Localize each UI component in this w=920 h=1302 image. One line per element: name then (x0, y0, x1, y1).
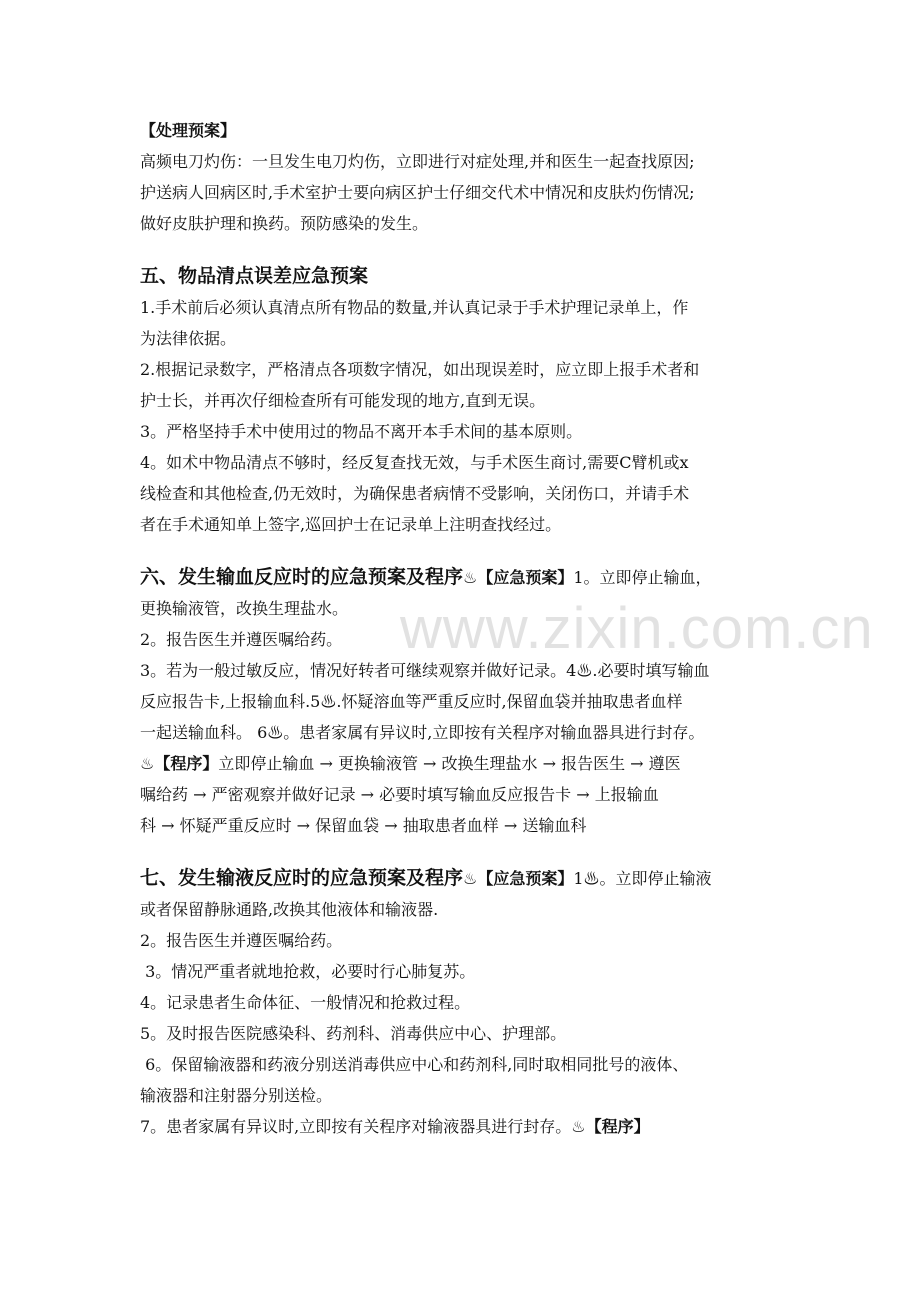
section-7-line-3: 2。报告医生并遵医嘱给药。 (140, 931, 343, 950)
section-6-line-1: 1。立即停止输血， (573, 568, 712, 587)
section-6-title: 六、发生输血反应时的应急预案及程序 (140, 566, 464, 588)
section-6-line-2: 更换输液管，改换生理盐水。 (140, 599, 349, 618)
section-5-item-4c: 者在手术通知单上签字,巡回护士在记录单上注明查找经过。 (140, 515, 562, 534)
section-7-line-2: 或者保留静脉通路,改换其他液体和输液器. (140, 900, 439, 919)
section-5-item-3: 3。严格坚持手术中使用过的物品不离开本手术间的基本原则。 (140, 422, 583, 441)
mark-icon: ♨ (571, 1117, 586, 1136)
section-5-item-2b: 护士长，并再次仔细检查所有可能发现的地方,直到无误。 (140, 391, 546, 410)
section-6-line-9: 科 → 怀疑严重反应时 → 保留血袋 → 抽取患者血样 → 送输血科 (140, 816, 587, 835)
section-6-program-label: 【程序】 (154, 754, 219, 773)
section-6-first-line (140, 562, 790, 593)
section-6-line-3: 2。报告医生并遵医嘱给药。 (140, 630, 343, 649)
section-6-line-8: 嘱给药 → 严密观察并做好记录 → 必要时填写输血反应报告卡 → 上报输血 (140, 785, 659, 804)
section-7-line-9: 7。患者家属有异议时,立即按有关程序对输液器具进行封存。 (140, 1117, 572, 1136)
intro-line-1: 高频电刀灼伤：一旦发生电刀灼伤，立即进行对症处理,并和医生一起查找原因; (140, 152, 695, 171)
section-5-item-1a: 1.手术前后必须认真清点所有物品的数量,并认真记录于手术护理记录单上，作 (140, 298, 689, 317)
section-5-item-4b: 线检查和其他检查,仍无效时，为确保患者病情不受影响，关闭伤口，并请手术 (140, 484, 690, 503)
section-7-first-line (140, 863, 790, 894)
section-7-line-8: 输液器和注射器分别送检。 (140, 1086, 333, 1105)
section-5-item-4a: 4。如术中物品清点不够时，经反复查找无效，与手术医生商讨,需要C臂机或x (140, 453, 689, 472)
section-7-last-line (140, 1111, 790, 1142)
section-7-line-7: 6。保留输液器和药液分别送消毒供应中心和药剂科,同时取相同批号的液体、 (140, 1055, 689, 1074)
mark-icon: ♨ (463, 869, 478, 888)
mark-icon: ♨ (463, 568, 478, 587)
section-5-item-1b: 为法律依据。 (140, 329, 237, 348)
document-body (140, 115, 790, 1142)
section-7-line-4: 3。情况严重者就地抢救，必要时行心肺复苏。 (140, 962, 476, 981)
section-6-line-4: 3。若为一般过敏反应，情况好转者可继续观察并做好记录。4♨.必要时填写输血 (140, 661, 710, 680)
intro-line-3: 做好皮肤护理和换药。预防感染的发生。 (140, 214, 429, 233)
watermark: www.zixin.com.cn (400, 596, 874, 661)
section-7-line-5: 4。记录患者生命体征、一般情况和抢救过程。 (140, 993, 471, 1012)
section-7-line-1: 1♨。立即停止输液 (573, 869, 712, 888)
section-6-line-7: 立即停止输血 → 更换输液管 → 改换生理盐水 → 报告医生 → 遵医 (218, 754, 681, 773)
section-5-item-2a: 2.根据记录数字，严格清点各项数字情况，如出现误差时，应立即上报手术者和 (140, 360, 700, 379)
section-7-plan-label: 【应急预案】 (477, 869, 574, 888)
section-7-line-6: 5。及时报告医院感染科、药剂科、消毒供应中心、护理部。 (140, 1024, 567, 1043)
intro-line-2: 护送病人回病区时,手术室护士要向病区护士仔细交代术中情况和皮肤灼伤情况; (140, 183, 695, 202)
section-6-program-line (140, 748, 790, 779)
section-7-title: 七、发生输液反应时的应急预案及程序 (140, 867, 464, 889)
section-5-title: 五、物品清点误差应急预案 (140, 265, 369, 287)
section-6-line-5: 反应报告卡,上报输血科.5♨.怀疑溶血等严重反应时,保留血袋并抽取患者血样 (140, 692, 683, 711)
section-6-plan-label: 【应急预案】 (477, 568, 574, 587)
mark-icon: ♨ (140, 754, 155, 773)
section-7-program-label: 【程序】 (585, 1117, 650, 1136)
handling-plan-heading: 【处理预案】 (140, 121, 237, 140)
section-6-line-6: 一起送输血科。 6♨。患者家属有异议时,立即按有关程序对输血器具进行封存。 (140, 723, 705, 742)
